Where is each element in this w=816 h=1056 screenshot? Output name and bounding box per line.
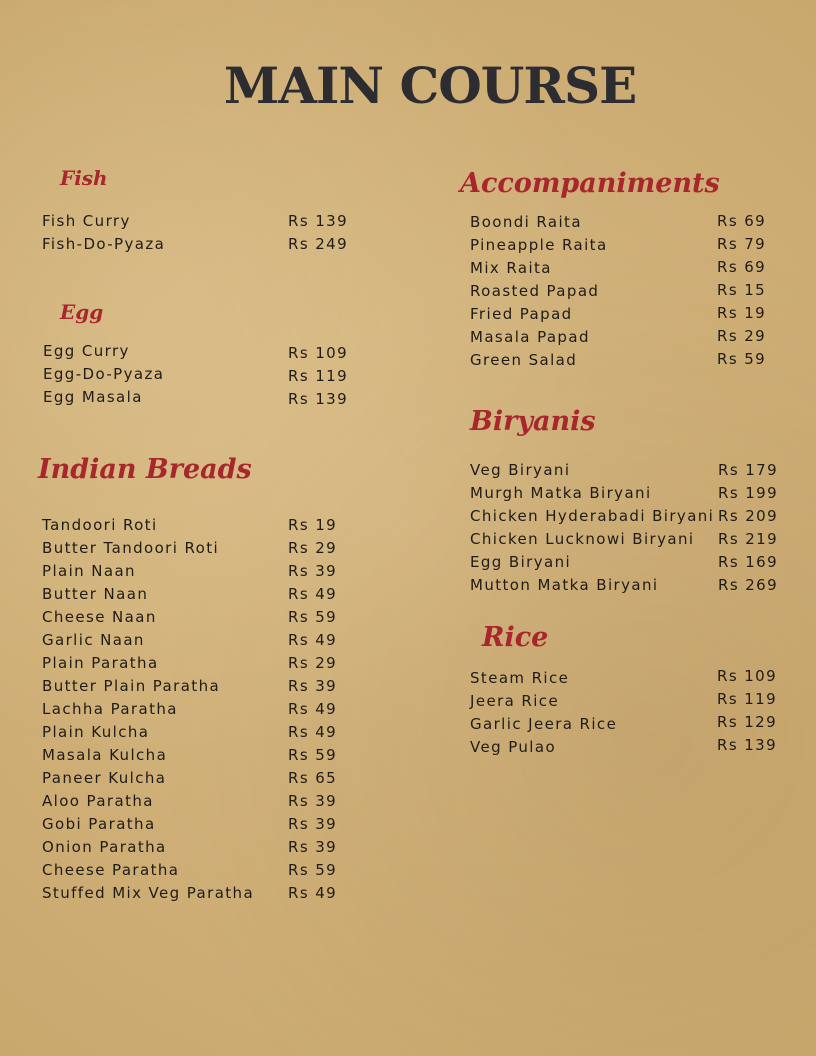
menu-item-price: Rs 49	[288, 631, 338, 649]
menu-item-name: Garlic Jeera Rice	[470, 715, 618, 733]
menu-item-price: Rs 49	[288, 700, 338, 718]
menu-item-name: Masala Papad	[470, 328, 590, 346]
menu-item-name: Green Salad	[470, 351, 578, 369]
section-title-indian-breads: Indian Breads	[38, 454, 252, 485]
menu-item-price: Rs 59	[717, 350, 767, 368]
menu-item-name: Roasted Papad	[470, 282, 600, 300]
menu-item-name: Masala Kulcha	[42, 746, 168, 764]
section-title-egg: Egg	[60, 300, 104, 324]
menu-item-name: Jeera Rice	[470, 692, 560, 710]
menu-item-price: Rs 39	[288, 677, 338, 695]
menu-item-price: Rs 49	[288, 884, 338, 902]
menu-item-price: Rs 19	[288, 516, 338, 534]
menu-item-name: Cheese Naan	[42, 608, 157, 626]
menu-item-name: Steam Rice	[470, 669, 570, 687]
menu-item-price: Rs 49	[288, 723, 338, 741]
menu-item-name: Chicken Hyderabadi Biryani	[470, 507, 715, 525]
menu-item-price: Rs 29	[288, 654, 338, 672]
menu-item-name: Butter Plain Paratha	[42, 677, 221, 695]
menu-item-price: Rs 39	[288, 562, 338, 580]
menu-item-price: Rs 29	[717, 327, 767, 345]
menu-item-price: Rs 119	[288, 367, 349, 385]
menu-item-price: Rs 69	[717, 212, 767, 230]
menu-item-price: Rs 39	[288, 838, 338, 856]
menu-item-name: Onion Paratha	[42, 838, 167, 856]
menu-item-name: Butter Naan	[42, 585, 149, 603]
menu-item-price: Rs 169	[718, 553, 779, 571]
menu-item-name: Fish-Do-Pyaza	[42, 235, 166, 253]
menu-title: MAIN COURSE	[223, 56, 637, 115]
menu-item-name: Aloo Paratha	[42, 792, 154, 810]
menu-item-name: Garlic Naan	[42, 631, 145, 649]
menu-item-name: Veg Biryani	[470, 461, 571, 479]
menu-item-name: Cheese Paratha	[42, 861, 180, 879]
menu-item-price: Rs 65	[288, 769, 338, 787]
menu-item-price: Rs 59	[288, 746, 338, 764]
menu-item-name: Plain Kulcha	[42, 723, 150, 741]
section-title-accompaniments: Accompaniments	[460, 168, 720, 199]
menu-item-price: Rs 109	[717, 667, 778, 685]
menu-item-price: Rs 69	[717, 258, 767, 276]
menu-item-name: Chicken Lucknowi Biryani	[470, 530, 695, 548]
menu-item-name: Stuffed Mix Veg Paratha	[42, 884, 255, 902]
menu-item-name: Fried Papad	[470, 305, 573, 323]
menu-item-name: Plain Paratha	[42, 654, 159, 672]
menu-item-price: Rs 49	[288, 585, 338, 603]
menu-item-name: Mix Raita	[470, 259, 552, 277]
menu-item-price: Rs 139	[717, 736, 778, 754]
menu-item-name: Egg Masala	[43, 388, 143, 406]
menu-item-price: Rs 199	[718, 484, 779, 502]
menu-item-price: Rs 19	[717, 304, 767, 322]
menu-item-name: Plain Naan	[42, 562, 136, 580]
menu-item-price: Rs 249	[288, 235, 349, 253]
menu-item-price: Rs 139	[288, 212, 349, 230]
menu-item-name: Butter Tandoori Roti	[42, 539, 220, 557]
menu-item-name: Boondi Raita	[470, 213, 582, 231]
menu-item-price: Rs 39	[288, 792, 338, 810]
menu-item-price: Rs 139	[288, 390, 349, 408]
menu-item-price: Rs 15	[717, 281, 767, 299]
menu-item-price: Rs 269	[718, 576, 779, 594]
menu-item-name: Egg Biryani	[470, 553, 572, 571]
menu-item-price: Rs 219	[718, 530, 779, 548]
menu-item-name: Mutton Matka Biryani	[470, 576, 659, 594]
menu-item-price: Rs 179	[718, 461, 779, 479]
menu-item-name: Pineapple Raita	[470, 236, 608, 254]
menu-item-price: Rs 109	[288, 344, 349, 362]
menu-item-price: Rs 59	[288, 861, 338, 879]
menu-item-price: Rs 29	[288, 539, 338, 557]
menu-item-name: Fish Curry	[42, 212, 131, 230]
menu-item-price: Rs 39	[288, 815, 338, 833]
section-title-rice: Rice	[482, 622, 549, 653]
menu-item-name: Tandoori Roti	[42, 516, 158, 534]
menu-item-name: Gobi Paratha	[42, 815, 156, 833]
menu-item-price: Rs 79	[717, 235, 767, 253]
menu-item-price: Rs 59	[288, 608, 338, 626]
menu-item-name: Murgh Matka Biryani	[470, 484, 652, 502]
menu-item-name: Lachha Paratha	[42, 700, 178, 718]
menu-item-name: Egg Curry	[43, 342, 130, 360]
section-title-biryanis: Biryanis	[470, 406, 596, 437]
menu-item-price: Rs 129	[717, 713, 778, 731]
section-title-fish: Fish	[60, 166, 108, 190]
menu-item-price: Rs 209	[718, 507, 779, 525]
menu-item-name: Egg-Do-Pyaza	[43, 365, 165, 383]
menu-item-name: Veg Pulao	[470, 738, 557, 756]
menu-item-name: Paneer Kulcha	[42, 769, 167, 787]
menu-item-price: Rs 119	[717, 690, 778, 708]
